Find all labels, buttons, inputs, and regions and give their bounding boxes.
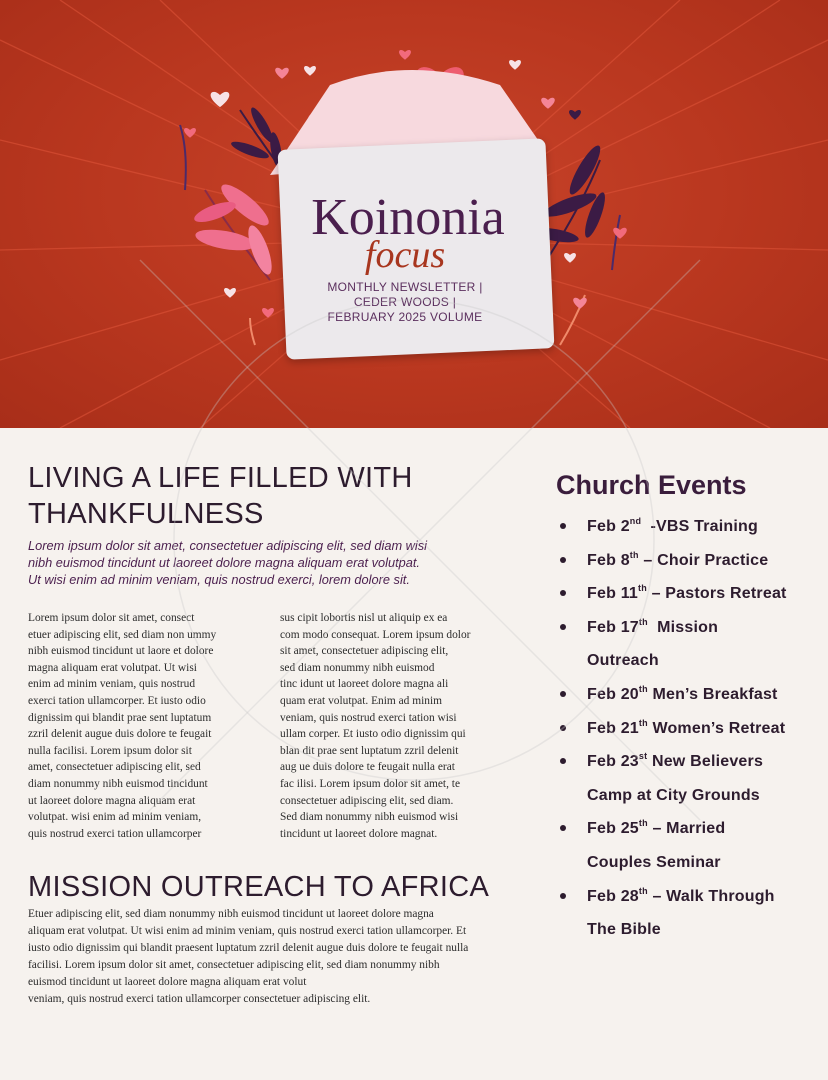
event-item: [560, 510, 822, 544]
text-line: quis nostrud exerci tation ullamcorper: [28, 827, 202, 840]
text-line: sit amet, consectetuer adipiscing elit,: [280, 645, 449, 658]
text-line: nibh euismod tincidunt ut laore et dolore: [28, 645, 214, 658]
text-line: blan dit prae sent luptatum zzril delenit: [280, 744, 459, 757]
event-item: [560, 544, 822, 578]
event-name-continued: The Bible: [587, 921, 661, 939]
newsletter-meta: [300, 280, 510, 325]
event-date-suffix: th: [638, 885, 648, 896]
bullet-icon: [560, 825, 566, 831]
article-lead: [28, 537, 473, 588]
event-name: – Married: [647, 820, 726, 838]
lead-line: nibh euismod tincidunt ut laoreet dolore magna aliquam erat volutpat.: [28, 555, 420, 570]
event-name: – Choir Practice: [638, 551, 769, 569]
text-line: sus cipit lobortis nisl ut aliquip ex ea: [280, 612, 448, 624]
text-line: quam erat volutpat. Enim ad minim: [280, 694, 442, 707]
event-date: Feb 25: [587, 820, 639, 838]
text-line: ullam corper. Et iusto odio dignissim qui: [280, 728, 466, 741]
text-line: Lorem ipsum dolor sit amet, consect: [28, 612, 195, 624]
text-line: aliquam erat volutpat. Ut wisi enim ad minim veniam, quis nostrud exerci tation ullamcorper. Et: [28, 925, 467, 937]
event-date: Feb 2: [587, 518, 630, 535]
text-line: zzril delenit augue duis dolore te feugait: [28, 728, 212, 741]
event-item: [560, 577, 822, 611]
text-line: Etuer adipiscing elit, sed diam nonummy nibh euismod tincidunt ut laoreet dolore magna: [28, 908, 434, 920]
text-line: diam nonummy nibh euismod tincidunt: [28, 777, 208, 790]
article-title-mission: MISSION OUTREACH TO AFRICA: [28, 871, 490, 903]
event-date: Feb 21: [587, 719, 639, 737]
event-item: [560, 880, 822, 947]
event-name-continued: Couples Seminar: [587, 853, 721, 871]
article-column-right: [280, 610, 498, 842]
title-line: LIVING A LIFE FILLED WITH: [28, 462, 413, 494]
article-title: [28, 460, 468, 532]
event-name: -VBS Training: [641, 518, 758, 535]
event-date-suffix: th: [638, 583, 647, 594]
text-line: volutpat. wisi enim ad minim veniam,: [28, 811, 202, 824]
event-item: [560, 611, 822, 678]
logo-title: Koinonia: [311, 189, 505, 246]
bullet-icon: [560, 624, 566, 630]
event-name-continued: Outreach: [587, 652, 659, 670]
event-date: Feb 8: [587, 551, 630, 569]
bullet-icon: [560, 725, 566, 731]
event-date: Feb 11: [587, 585, 639, 603]
lead-line: Lorem ipsum dolor sit amet, consectetuer adipiscing elit, sed diam wisi: [28, 538, 428, 553]
event-date-suffix: th: [638, 818, 648, 829]
text-line: facilisi. Lorem ipsum dolor sit amet, consectetuer adipiscing elit, sed diam nonummy nibh: [28, 959, 440, 971]
event-date: Feb 17: [587, 618, 639, 636]
title-line: THANKFULNESS: [28, 498, 264, 530]
bullet-icon: [560, 590, 566, 596]
events-title: Church Events: [556, 470, 747, 500]
logo-subtitle: focus: [364, 234, 446, 276]
meta-line: MONTHLY NEWSLETTER |: [327, 280, 483, 294]
text-line: euismod tincidunt ut laoreet dolore magna aliquam erat volut: [28, 976, 307, 988]
event-item: [560, 712, 822, 746]
text-line: fac ilisi. Lorem ipsum dolor sit amet, te: [280, 777, 460, 790]
event-date-suffix: nd: [629, 516, 642, 526]
event-date-suffix: th: [638, 616, 648, 627]
bullet-icon: [560, 758, 566, 764]
bullet-icon: [560, 691, 566, 697]
meta-line: FEBRUARY 2025 VOLUME: [327, 310, 483, 324]
text-line: veniam, quis nostrud exerci tation ullamcorper consectetuer adipiscing elit.: [28, 993, 371, 1005]
events-list: [560, 510, 822, 947]
event-date-suffix: th: [638, 683, 648, 694]
event-name: Mission: [647, 618, 719, 636]
event-name: – Walk Through: [647, 887, 775, 905]
text-line: sed diam nonummy nibh euismod: [280, 661, 435, 674]
bullet-icon: [560, 893, 566, 899]
text-line: iusto odio dignissim qui blandit praesent luptatum zzril delenit augue duis dolore te feugait nulla: [28, 942, 469, 954]
text-line: Sed diam nonummy nibh euismod wisi: [280, 811, 459, 824]
event-name: New Believers: [647, 753, 764, 771]
meta-line: CEDER WOODS |: [353, 295, 457, 309]
text-line: enim ad minim veniam, quis nostrud: [28, 678, 196, 691]
text-line: magna aliquam erat volutpat. Ut wisi: [28, 661, 197, 674]
event-date-suffix: st: [638, 751, 648, 762]
event-item: [560, 812, 822, 879]
article-body-mission: [28, 906, 518, 1008]
bullet-icon: [560, 523, 566, 529]
event-name: – Pastors Retreat: [646, 585, 787, 603]
text-line: exerci tation ullamcorper. Et iusto odio: [28, 694, 206, 707]
text-line: com modo consequat. Lorem ipsum dolor: [280, 628, 471, 641]
text-line: dignissim qui blandit prae sent luptatum: [28, 711, 212, 724]
event-date: Feb 28: [587, 887, 639, 905]
article-column-left: [28, 610, 246, 842]
event-date: Feb 23: [587, 753, 639, 771]
text-line: consectetuer adipiscing elit, sed diam.: [280, 794, 454, 807]
text-line: ut laoreet dolore magna aliquam erat: [28, 794, 196, 807]
event-date: Feb 20: [587, 685, 639, 703]
event-date-suffix: th: [638, 717, 648, 728]
event-item: [560, 745, 822, 812]
text-line: etuer adipiscing elit, sed diam non ummy: [28, 628, 217, 641]
event-date-suffix: th: [629, 549, 639, 560]
text-line: tincidunt ut laoreet dolore magnat.: [280, 827, 438, 840]
text-line: veniam, quis nostrud exerci tation wisi: [280, 711, 457, 724]
event-name: Men’s Breakfast: [647, 685, 778, 703]
text-line: aug ue duis dolore te feugait nulla erat: [280, 761, 455, 774]
event-name: Women’s Retreat: [647, 719, 786, 737]
bullet-icon: [560, 557, 566, 563]
text-line: tinc idunt ut laoreet dolore magna ali: [280, 678, 449, 691]
event-item: [560, 678, 822, 712]
text-line: nulla facilisi. Lorem ipsum dolor sit: [28, 744, 192, 757]
event-name-continued: Camp at City Grounds: [587, 786, 760, 804]
lead-line: Ut wisi enim ad minim veniam, quis nostrud exerci, lorem dolore sit.: [28, 572, 410, 587]
text-line: amet, consectetuer adipiscing elit, sed: [28, 761, 201, 774]
